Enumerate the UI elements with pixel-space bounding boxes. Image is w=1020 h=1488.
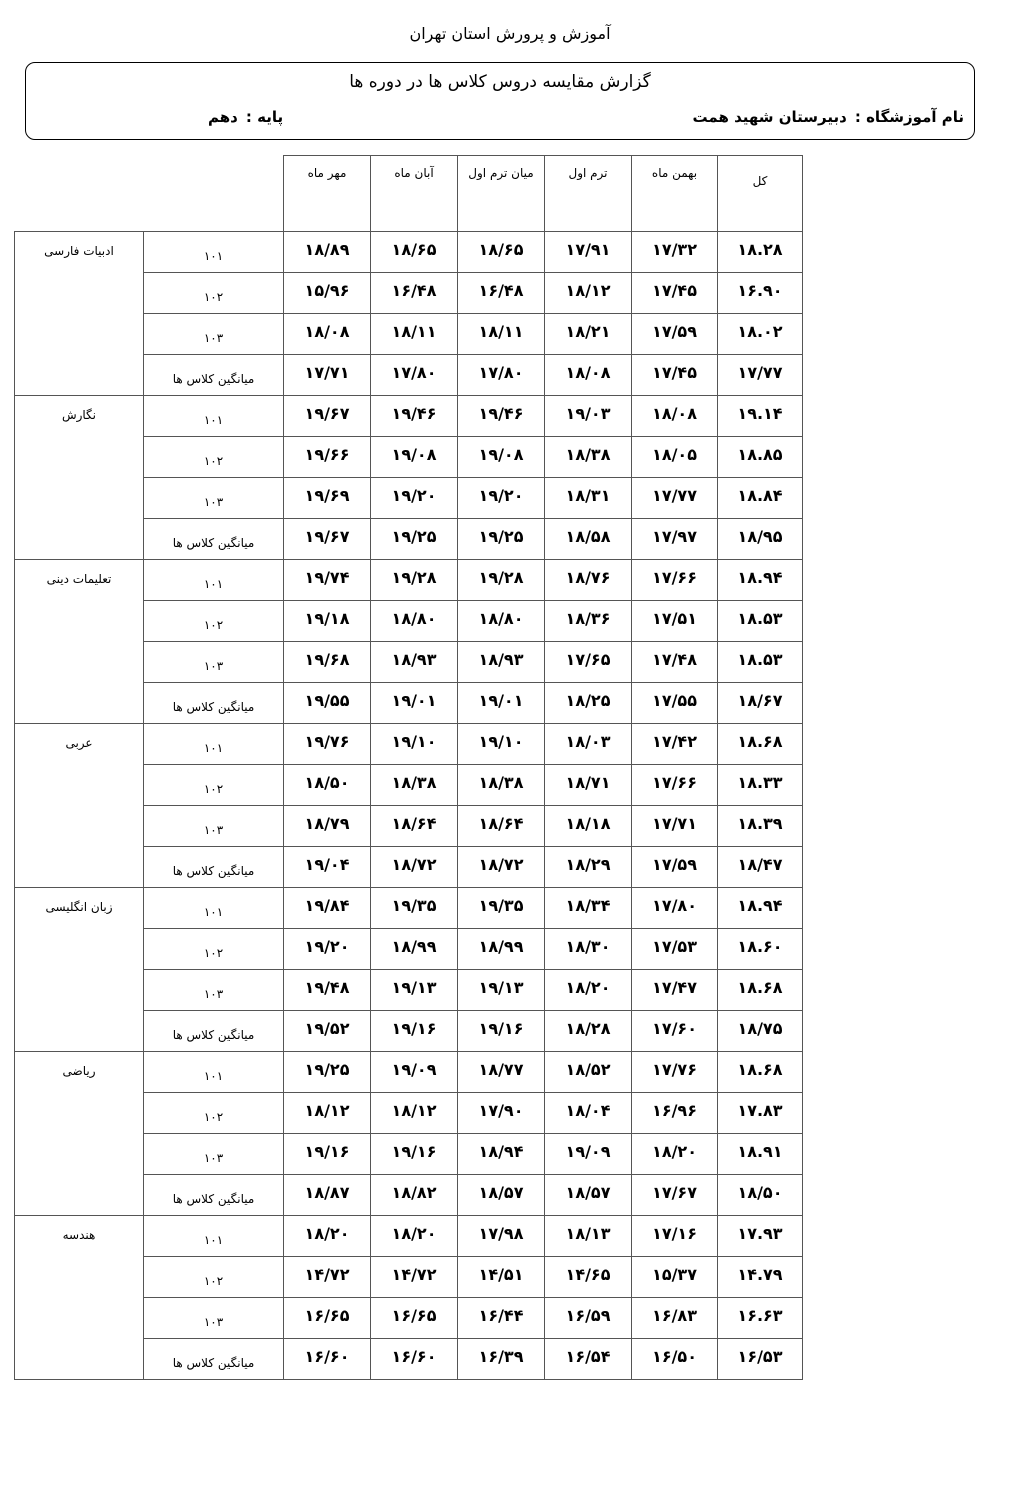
grade-value-cell: ۱۹/۵۲ [284, 1011, 371, 1052]
class-label: ۱۰۳ [144, 806, 284, 847]
grade-value-cell: ۱۹/۰۳ [545, 396, 632, 437]
grade-value-cell: ۱۹/۵۵ [284, 683, 371, 724]
grade-value-cell: ۱۹/۱۶ [284, 1134, 371, 1175]
grade-value-cell: ۱۷/۹۰ [458, 1093, 545, 1134]
empty-corner-cell [144, 156, 284, 232]
class-label: میانگین کلاس ها [144, 1175, 284, 1216]
grade-value-cell: ۱۸/۲۱ [545, 314, 632, 355]
grade-value-cell: ۱۷/۷۱ [632, 806, 718, 847]
grade-value-cell: ۱۸.۶۸ [718, 724, 803, 765]
grade-value-cell: ۱۸/۱۲ [371, 1093, 458, 1134]
grade-value-cell: ۱۸/۲۸ [545, 1011, 632, 1052]
grade-value-cell: ۱۶/۵۰ [632, 1339, 718, 1380]
class-label: میانگین کلاس ها [144, 683, 284, 724]
grade-value-cell: ۱۸.۰۲ [718, 314, 803, 355]
grade-value-cell: ۱۹/۶۷ [284, 396, 371, 437]
grade-value-cell: ۱۴/۷۲ [284, 1257, 371, 1298]
grade-value-cell: ۱۵/۹۶ [284, 273, 371, 314]
grade-value-cell: ۱۴/۷۲ [371, 1257, 458, 1298]
grade-value-cell: ۱۶/۵۳ [718, 1339, 803, 1380]
grade-value-cell: ۱۸/۷۶ [545, 560, 632, 601]
grade-value-cell: ۱۴/۵۱ [458, 1257, 545, 1298]
grade-value-cell: ۱۸/۳۸ [458, 765, 545, 806]
grade-value-cell: ۱۸/۹۹ [458, 929, 545, 970]
grade-value-cell: ۱۴.۷۹ [718, 1257, 803, 1298]
grade-value-cell: ۱۶/۴۸ [458, 273, 545, 314]
grade-value-cell: ۱۸/۰۴ [545, 1093, 632, 1134]
grade-value-cell: ۱۷/۶۶ [632, 560, 718, 601]
class-label: ۱۰۳ [144, 642, 284, 683]
column-header: ترم اول [545, 156, 632, 232]
class-label: ۱۰۲ [144, 273, 284, 314]
column-header: مهر ماه [284, 156, 371, 232]
class-label: ۱۰۲ [144, 1257, 284, 1298]
school-name-field [693, 106, 964, 128]
grade-value-cell: ۱۹/۱۳ [371, 970, 458, 1011]
grade-value-cell: ۱۸/۹۴ [458, 1134, 545, 1175]
grade-value-cell: ۱۸/۰۸ [284, 314, 371, 355]
grade-value-cell: ۱۶.۶۳ [718, 1298, 803, 1339]
grade-value-cell: ۱۸.۶۸ [718, 1052, 803, 1093]
grade-value-cell: ۱۸/۱۸ [545, 806, 632, 847]
class-label: ۱۰۱ [144, 396, 284, 437]
grade-value-cell: ۱۶/۵۹ [545, 1298, 632, 1339]
class-label: ۱۰۲ [144, 765, 284, 806]
subject-name: تعلیمات دینی [15, 560, 144, 724]
grade-value-cell: ۱۸.۹۴ [718, 888, 803, 929]
grade-value-cell: ۱۸/۵۰ [718, 1175, 803, 1216]
class-label: ۱۰۱ [144, 724, 284, 765]
grade-value-cell: ۱۷/۷۱ [284, 355, 371, 396]
grade-value-cell: ۱۷/۴۸ [632, 642, 718, 683]
grade-value-cell: ۱۸/۳۸ [545, 437, 632, 478]
class-label: ۱۰۱ [144, 1052, 284, 1093]
table-row [15, 724, 803, 765]
grade-value-cell: ۱۹/۰۹ [545, 1134, 632, 1175]
grade-value-cell: ۱۸/۸۰ [371, 601, 458, 642]
grade-value-cell: ۱۹/۰۹ [371, 1052, 458, 1093]
grade-value-cell: ۱۹/۰۱ [371, 683, 458, 724]
class-label: ۱۰۱ [144, 232, 284, 273]
grade-value-cell: ۱۸.۸۵ [718, 437, 803, 478]
header-row [15, 156, 803, 232]
class-label: میانگین کلاس ها [144, 847, 284, 888]
grade-value-cell: ۱۹/۱۶ [371, 1011, 458, 1052]
grade-value-cell: ۱۸/۳۰ [545, 929, 632, 970]
grade-value-cell: ۱۷/۸۰ [371, 355, 458, 396]
grade-value-cell: ۱۷/۶۶ [632, 765, 718, 806]
grade-value-cell: ۱۸/۷۷ [458, 1052, 545, 1093]
grade-value-cell: ۱۷/۸۰ [632, 888, 718, 929]
grade-value-cell: ۱۸/۶۴ [371, 806, 458, 847]
grade-label: پایه : [245, 108, 284, 126]
grade-value-cell: ۱۹/۶۶ [284, 437, 371, 478]
grade-value-cell: ۱۸/۷۲ [458, 847, 545, 888]
class-label: ۱۰۲ [144, 1093, 284, 1134]
grade-value-cell: ۱۸/۵۷ [545, 1175, 632, 1216]
grade-value-cell: ۱۸/۷۱ [545, 765, 632, 806]
table-row [15, 1052, 803, 1093]
grade-value-cell: ۱۹/۰۸ [371, 437, 458, 478]
grade-value-cell: ۱۷/۵۳ [632, 929, 718, 970]
grade-value-cell: ۱۹/۰۴ [284, 847, 371, 888]
report-title: گزارش مقایسه دروس کلاس ها در دوره ها [349, 72, 651, 92]
grade-value-cell: ۱۶/۶۵ [284, 1298, 371, 1339]
grade-value-cell: ۱۸/۰۸ [545, 355, 632, 396]
grade-value-cell: ۱۹/۴۶ [371, 396, 458, 437]
grade-value-cell: ۱۷/۶۷ [632, 1175, 718, 1216]
grade-value-cell: ۱۹/۴۸ [284, 970, 371, 1011]
column-header: آبان ماه [371, 156, 458, 232]
class-label: ۱۰۳ [144, 1134, 284, 1175]
grade-value-cell: ۱۷/۹۱ [545, 232, 632, 273]
class-label: میانگین کلاس ها [144, 355, 284, 396]
grade-value-cell: ۱۹/۶۹ [284, 478, 371, 519]
grade-value-cell: ۱۸/۸۰ [458, 601, 545, 642]
grade-value-cell: ۱۸/۱۳ [545, 1216, 632, 1257]
grade-value-cell: ۱۸/۴۷ [718, 847, 803, 888]
grade-value-cell: ۱۹/۶۷ [284, 519, 371, 560]
grade-value-cell: ۱۶/۴۴ [458, 1298, 545, 1339]
grade-value-cell: ۱۸/۱۲ [545, 273, 632, 314]
grade-value-cell: ۱۹/۰۱ [458, 683, 545, 724]
grade-value-cell: ۱۸/۲۵ [545, 683, 632, 724]
grade-value-cell: ۱۸.۶۸ [718, 970, 803, 1011]
grade-value-cell: ۱۷/۶۵ [545, 642, 632, 683]
column-header: کل [718, 156, 803, 232]
grade-value-cell: ۱۹/۱۶ [371, 1134, 458, 1175]
grade-value-cell: ۱۷/۷۷ [718, 355, 803, 396]
subject-name: ریاضی [15, 1052, 144, 1216]
school-label: نام آموزشگاه : [854, 108, 964, 126]
grade-value-cell: ۱۶/۵۴ [545, 1339, 632, 1380]
grade-value-cell: ۱۶/۸۳ [632, 1298, 718, 1339]
grade-value-cell: ۱۷/۸۰ [458, 355, 545, 396]
grade-value-cell: ۱۸.۸۴ [718, 478, 803, 519]
grade-value-cell: ۱۸/۲۰ [371, 1216, 458, 1257]
grade-value-cell: ۱۷/۵۱ [632, 601, 718, 642]
table-row [15, 232, 803, 273]
grade-value-cell: ۱۹/۴۶ [458, 396, 545, 437]
grade-value-cell: ۱۸/۵۷ [458, 1175, 545, 1216]
grade-value-cell: ۱۹/۰۸ [458, 437, 545, 478]
class-label: میانگین کلاس ها [144, 1011, 284, 1052]
grade-value-cell: ۱۸/۰۳ [545, 724, 632, 765]
class-label: ۱۰۳ [144, 314, 284, 355]
grade-value-cell: ۱۸/۸۲ [371, 1175, 458, 1216]
class-label: ۱۰۲ [144, 437, 284, 478]
grade-value-cell: ۱۹/۳۵ [371, 888, 458, 929]
grade-value-cell: ۱۸/۶۴ [458, 806, 545, 847]
grade-value-cell: ۱۸/۵۲ [545, 1052, 632, 1093]
grade-value-cell: ۱۸.۵۳ [718, 601, 803, 642]
class-label: ۱۰۳ [144, 1298, 284, 1339]
grade-value-cell: ۱۸/۲۹ [545, 847, 632, 888]
subject-name: نگارش [15, 396, 144, 560]
grade-value-cell: ۱۸.۵۳ [718, 642, 803, 683]
grade-value-cell: ۱۸/۰۵ [632, 437, 718, 478]
subject-name: عربی [15, 724, 144, 888]
school-name: دبیرستان شهید همت [692, 108, 847, 126]
grade-value-cell: ۱۸/۹۵ [718, 519, 803, 560]
grade-value-cell: ۱۸/۱۲ [284, 1093, 371, 1134]
grade-value-cell: ۱۷/۳۲ [632, 232, 718, 273]
grade-value-cell: ۱۶.۹۰ [718, 273, 803, 314]
table-row [15, 396, 803, 437]
grade-value-cell: ۱۸/۱۱ [371, 314, 458, 355]
grade-value-cell: ۱۷.۹۳ [718, 1216, 803, 1257]
grade-value-cell: ۱۷/۹۸ [458, 1216, 545, 1257]
grade-value-cell: ۱۷/۴۵ [632, 273, 718, 314]
grade-value-cell: ۱۷/۶۰ [632, 1011, 718, 1052]
grade-value-cell: ۱۷/۴۵ [632, 355, 718, 396]
grade-value-cell: ۱۹/۸۴ [284, 888, 371, 929]
grade-value-cell: ۱۷/۴۷ [632, 970, 718, 1011]
class-label: ۱۰۳ [144, 970, 284, 1011]
subject-name: ادبیات فارسی [15, 232, 144, 396]
grade-value-cell: ۱۷/۱۶ [632, 1216, 718, 1257]
grade-value-cell: ۱۸.۶۰ [718, 929, 803, 970]
grade-value-cell: ۱۶/۶۵ [371, 1298, 458, 1339]
grade-field [208, 106, 283, 128]
table-row [15, 888, 803, 929]
grade-value-cell: ۱۸/۸۹ [284, 232, 371, 273]
grade-value-cell: ۱۶/۶۰ [371, 1339, 458, 1380]
grade-value-cell: ۱۹/۱۶ [458, 1011, 545, 1052]
table-row [15, 560, 803, 601]
grade-value-cell: ۱۸/۶۷ [718, 683, 803, 724]
grade-value-cell: ۱۸/۵۸ [545, 519, 632, 560]
grade-value-cell: ۱۷/۵۵ [632, 683, 718, 724]
grade-value-cell: ۱۸/۵۰ [284, 765, 371, 806]
grade-value-cell: ۱۸/۰۸ [632, 396, 718, 437]
grade-value-cell: ۱۹/۲۵ [371, 519, 458, 560]
grade-value-cell: ۱۷/۵۹ [632, 314, 718, 355]
grade-value-cell: ۱۶/۴۸ [371, 273, 458, 314]
grade-value-cell: ۱۴/۶۵ [545, 1257, 632, 1298]
subject-name: زبان انگلیسی [15, 888, 144, 1052]
class-label: ۱۰۳ [144, 478, 284, 519]
grade-value-cell: ۱۹/۲۰ [371, 478, 458, 519]
grade-value-cell: ۱۸/۶۵ [458, 232, 545, 273]
grade-value-cell: ۱۹/۷۶ [284, 724, 371, 765]
grade-value-cell: ۱۷.۸۳ [718, 1093, 803, 1134]
grade-value-cell: ۱۸/۷۲ [371, 847, 458, 888]
grade-value-cell: ۱۸/۹۳ [458, 642, 545, 683]
grade-value-cell: ۱۸.۹۱ [718, 1134, 803, 1175]
table-row [15, 1216, 803, 1257]
grade-value-cell: ۱۹.۱۴ [718, 396, 803, 437]
grade-value-cell: ۱۸/۱۱ [458, 314, 545, 355]
column-header: بهمن ماه [632, 156, 718, 232]
grade-value-cell: ۱۸/۲۰ [545, 970, 632, 1011]
grade-value-cell: ۱۸.۲۸ [718, 232, 803, 273]
class-label: میانگین کلاس ها [144, 519, 284, 560]
empty-corner-cell [15, 156, 144, 232]
grade-value-cell: ۱۷/۷۶ [632, 1052, 718, 1093]
grade-value-cell: ۱۷/۴۲ [632, 724, 718, 765]
grade-value-cell: ۱۹/۷۴ [284, 560, 371, 601]
grade-value-cell: ۱۸.۳۳ [718, 765, 803, 806]
org-title: آموزش و پرورش استان تهران [409, 24, 611, 43]
grade-value-cell: ۱۹/۲۵ [284, 1052, 371, 1093]
grade-value-cell: ۱۸/۲۰ [632, 1134, 718, 1175]
grade-value-cell: ۱۹/۲۵ [458, 519, 545, 560]
grade-value-cell: ۱۹/۲۸ [371, 560, 458, 601]
grade-value-cell: ۱۸/۹۹ [371, 929, 458, 970]
grade-value-cell: ۱۸/۳۸ [371, 765, 458, 806]
grade-value-cell: ۱۸/۷۹ [284, 806, 371, 847]
class-label: ۱۰۱ [144, 560, 284, 601]
class-label: ۱۰۱ [144, 1216, 284, 1257]
grade-value: دهم [208, 108, 238, 126]
grade-value-cell: ۱۷/۵۹ [632, 847, 718, 888]
grade-value-cell: ۱۶/۹۶ [632, 1093, 718, 1134]
grade-value-cell: ۱۹/۱۰ [371, 724, 458, 765]
grade-value-cell: ۱۹/۱۰ [458, 724, 545, 765]
grade-value-cell: ۱۸/۳۶ [545, 601, 632, 642]
class-label: میانگین کلاس ها [144, 1339, 284, 1380]
grade-value-cell: ۱۹/۲۸ [458, 560, 545, 601]
grade-value-cell: ۱۸.۹۴ [718, 560, 803, 601]
grade-value-cell: ۱۹/۶۸ [284, 642, 371, 683]
grade-value-cell: ۱۶/۶۰ [284, 1339, 371, 1380]
grade-value-cell: ۱۹/۲۰ [284, 929, 371, 970]
grade-value-cell: ۱۸/۶۵ [371, 232, 458, 273]
class-label: ۱۰۲ [144, 929, 284, 970]
grade-value-cell: ۱۸/۸۷ [284, 1175, 371, 1216]
grade-value-cell: ۱۸.۳۹ [718, 806, 803, 847]
grade-value-cell: ۱۹/۱۸ [284, 601, 371, 642]
grade-value-cell: ۱۹/۳۵ [458, 888, 545, 929]
grade-value-cell: ۱۸/۳۴ [545, 888, 632, 929]
grade-value-cell: ۱۸/۲۰ [284, 1216, 371, 1257]
report-header-box [25, 62, 975, 140]
grade-value-cell: ۱۸/۷۵ [718, 1011, 803, 1052]
grade-value-cell: ۱۷/۹۷ [632, 519, 718, 560]
grade-value-cell: ۱۹/۲۰ [458, 478, 545, 519]
grade-value-cell: ۱۹/۱۳ [458, 970, 545, 1011]
subject-name: هندسه [15, 1216, 144, 1380]
grades-comparison-table [14, 155, 803, 1380]
grade-value-cell: ۱۷/۷۷ [632, 478, 718, 519]
class-label: ۱۰۱ [144, 888, 284, 929]
grade-value-cell: ۱۶/۳۹ [458, 1339, 545, 1380]
grade-value-cell: ۱۸/۹۳ [371, 642, 458, 683]
class-label: ۱۰۲ [144, 601, 284, 642]
grade-value-cell: ۱۵/۳۷ [632, 1257, 718, 1298]
grade-value-cell: ۱۸/۳۱ [545, 478, 632, 519]
column-header: میان ترم اول [458, 156, 545, 232]
